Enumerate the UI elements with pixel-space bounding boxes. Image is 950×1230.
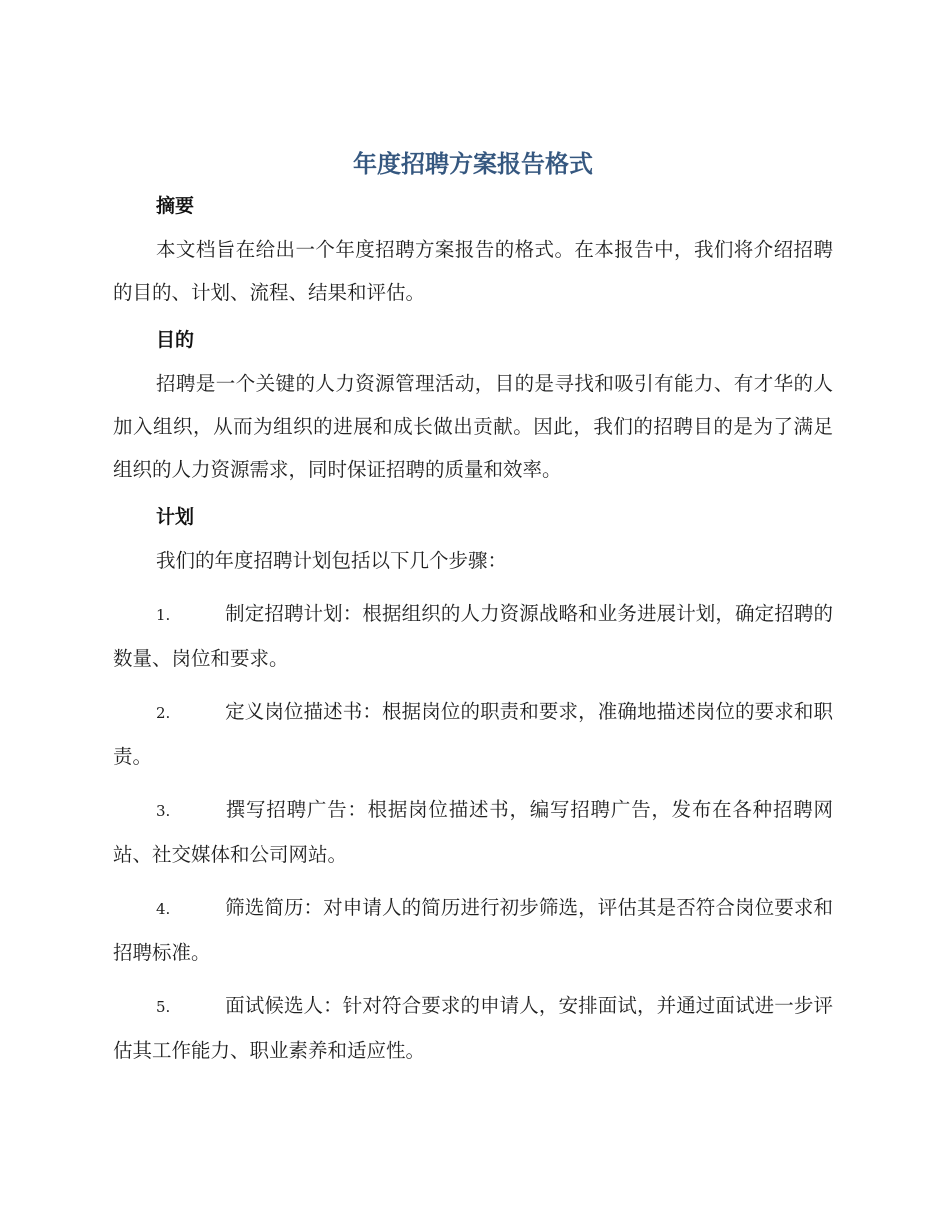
list-item	[113, 788, 833, 876]
document-title: 年度招聘方案报告格式	[353, 150, 593, 178]
list-item	[113, 592, 833, 680]
document-body	[113, 140, 833, 1082]
list-item-number: 4.	[156, 900, 171, 918]
list-item-text: 撰写招聘广告：根据岗位描述书，编写招聘广告，发布在各种招聘网站、社交媒体和公司网站。	[113, 798, 833, 866]
list-item-number: 1.	[156, 606, 171, 624]
list-item-number: 3.	[156, 802, 171, 820]
list-item	[113, 984, 833, 1072]
list-item-text: 筛选简历：对申请人的简历进行初步筛选，评估其是否符合岗位要求和招聘标准。	[113, 896, 833, 964]
list-item-text: 制定招聘计划：根据组织的人力资源战略和业务进展计划，确定招聘的数量、岗位和要求。	[113, 602, 833, 670]
list-item	[113, 690, 833, 778]
plan-intro-paragraph: 我们的年度招聘计划包括以下几个步骤：	[156, 549, 508, 572]
list-item	[113, 886, 833, 974]
list-item-text: 定义岗位描述书：根据岗位的职责和要求，准确地描述岗位的要求和职责。	[113, 700, 833, 768]
purpose-paragraph: 招聘是一个关键的人力资源管理活动，目的是寻找和吸引有能力、有才华的人加入组织，从而为组织的进展和成长做出贡献。因此，我们的招聘目的是为了满足组织的人力资源需求，同时保证招聘的质量和效率。	[113, 372, 833, 481]
section-heading-plan: 计划	[156, 506, 195, 528]
section-heading-summary: 摘要	[156, 195, 195, 217]
section-heading-purpose: 目的	[156, 329, 195, 351]
plan-steps-list	[113, 592, 833, 1072]
summary-paragraph: 本文档旨在给出一个年度招聘方案报告的格式。在本报告中，我们将介绍招聘的目的、计划、流程、结果和评估。	[113, 238, 833, 304]
list-item-number: 2.	[156, 704, 171, 722]
list-item-text: 面试候选人：针对符合要求的申请人，安排面试，并通过面试进一步评估其工作能力、职业素养和适应性。	[113, 994, 833, 1062]
list-item-number: 5.	[156, 998, 171, 1016]
